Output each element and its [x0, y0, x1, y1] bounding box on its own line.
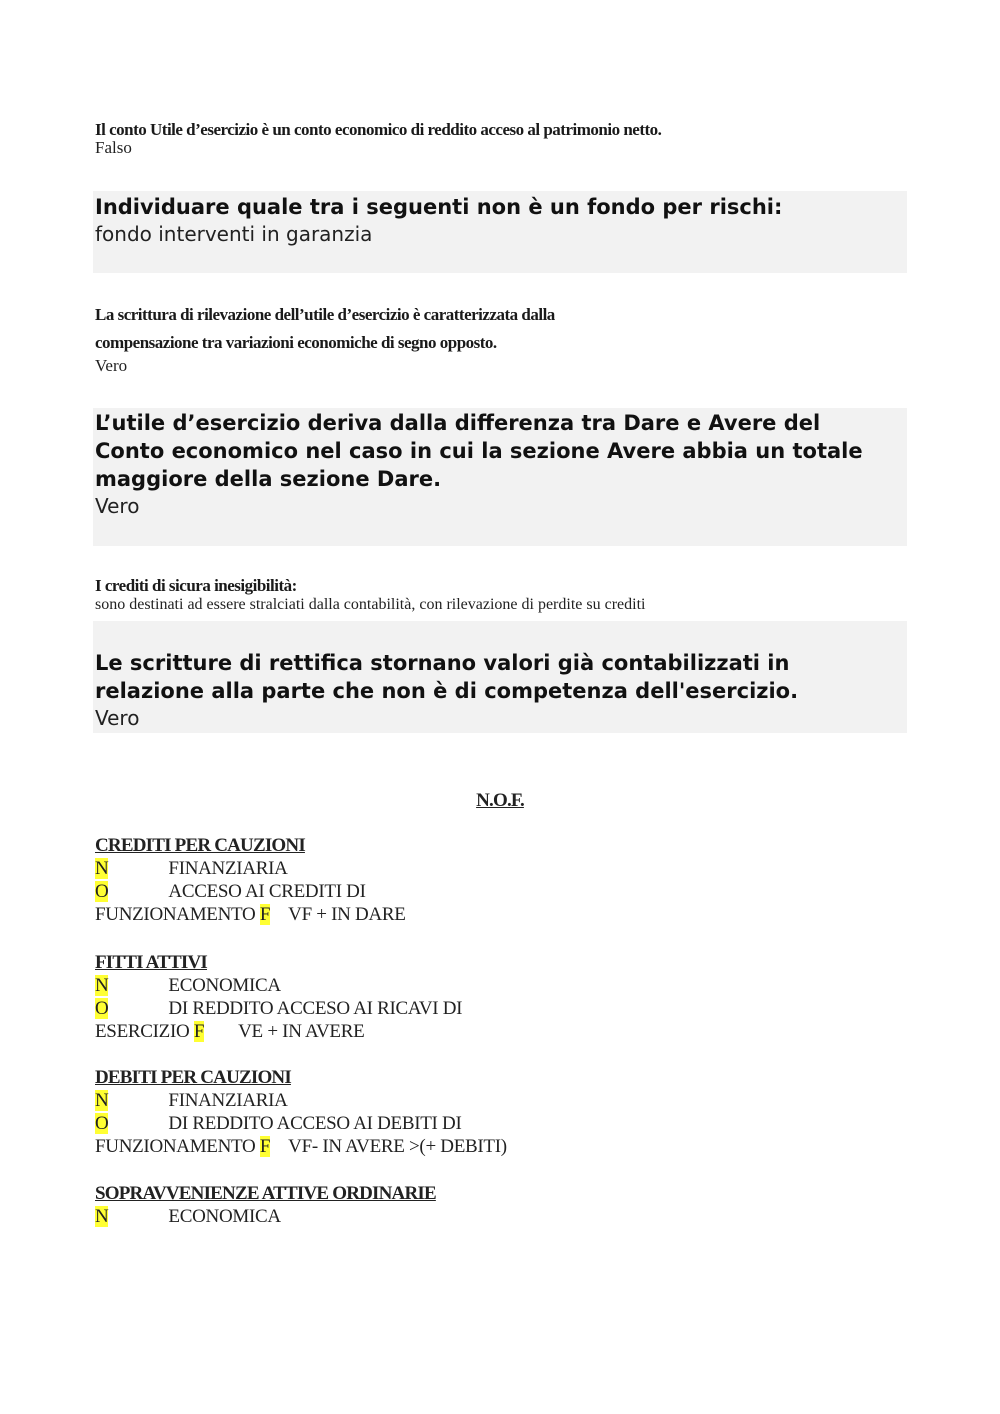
n-row	[95, 974, 915, 997]
n-text: ECONOMICA	[168, 975, 281, 996]
o-text: ACCESO AI CREDITI DI	[168, 881, 366, 902]
n-text: ECONOMICA	[168, 1206, 281, 1227]
n-letter: N	[95, 1090, 109, 1111]
f-row	[95, 903, 915, 926]
n-row	[95, 857, 915, 880]
nof-section	[95, 1182, 915, 1228]
nof-section	[95, 951, 915, 1043]
o-row	[95, 997, 915, 1020]
o-text: DI REDDITO ACCESO AI DEBITI DI	[168, 1113, 462, 1134]
answer-text: Vero	[95, 356, 128, 375]
f-text: VF- IN AVERE >(+ DEBITI)	[288, 1136, 507, 1157]
answer-text: Vero	[95, 706, 140, 730]
quiz-item-3	[95, 301, 915, 376]
f-letter: F	[259, 904, 271, 925]
section-heading: DEBITI PER CAUZIONI	[95, 1067, 291, 1088]
o-row	[95, 1112, 915, 1135]
nof-title: N.O.F.	[476, 790, 524, 811]
n-letter: N	[95, 975, 109, 996]
quiz-item-5	[95, 573, 915, 615]
n-text: FINANZIARIA	[168, 1090, 288, 1111]
o-text: DI REDDITO ACCESO AI RICAVI DI	[168, 998, 463, 1019]
question-line-2: compensazione tra variazioni economiche di segno opposto.	[95, 333, 497, 352]
answer-text: Falso	[95, 138, 132, 157]
n-row	[95, 1089, 915, 1112]
quiz-item-4	[93, 408, 907, 546]
f-prefix: FUNZIONAMENTO	[95, 1136, 260, 1157]
f-text: VF + IN DARE	[288, 904, 406, 925]
n-letter: N	[95, 858, 109, 879]
n-letter: N	[95, 1206, 109, 1227]
f-row	[95, 1020, 915, 1043]
f-prefix: ESERCIZIO	[95, 1021, 194, 1042]
section-heading: CREDITI PER CAUZIONI	[95, 835, 305, 856]
quiz-item-6	[93, 621, 907, 733]
question-line-1: La scrittura di rilevazione dell’utile d’esercizio è caratterizzata dalla	[95, 305, 555, 324]
o-letter: O	[95, 881, 109, 902]
f-row	[95, 1135, 915, 1158]
f-text: VE + IN AVERE	[238, 1021, 365, 1042]
question-text: Il conto Utile d’esercizio è un conto economico di reddito acceso al patrimonio netto.	[95, 120, 662, 139]
question-text: Le scritture di rettifica stornano valori già contabilizzati in relazione alla parte che non è di competenza dell'esercizio.	[95, 651, 799, 703]
nof-section	[95, 1066, 915, 1158]
o-letter: O	[95, 998, 109, 1019]
f-prefix: FUNZIONAMENTO	[95, 904, 260, 925]
question-text: L’utile d’esercizio deriva dalla differenza tra Dare e Avere del Conto economico nel caso in cui la sezione Avere abbia un totale maggiore della sezione Dare.	[95, 411, 863, 491]
f-letter: F	[193, 1021, 205, 1042]
nof-section	[95, 834, 915, 926]
quiz-item-2	[93, 191, 907, 273]
o-letter: O	[95, 1113, 109, 1134]
o-row	[95, 880, 915, 903]
answer-text: fondo interventi in garanzia	[95, 222, 373, 246]
question-text: I crediti di sicura inesigibilità:	[95, 576, 297, 595]
section-heading: SOPRAVVENIENZE ATTIVE ORDINARIE	[95, 1183, 436, 1204]
answer-text: Vero	[95, 494, 140, 518]
section-heading: FITTI ATTIVI	[95, 952, 208, 973]
n-text: FINANZIARIA	[168, 858, 288, 879]
n-row	[95, 1205, 915, 1228]
f-letter: F	[259, 1136, 271, 1157]
quiz-item-1	[95, 116, 915, 158]
answer-text: sono destinati ad essere stralciati dalla contabilità, con rilevazione di perdite su crediti	[95, 596, 646, 613]
question-text: Individuare quale tra i seguenti non è un fondo per rischi:	[95, 195, 783, 219]
